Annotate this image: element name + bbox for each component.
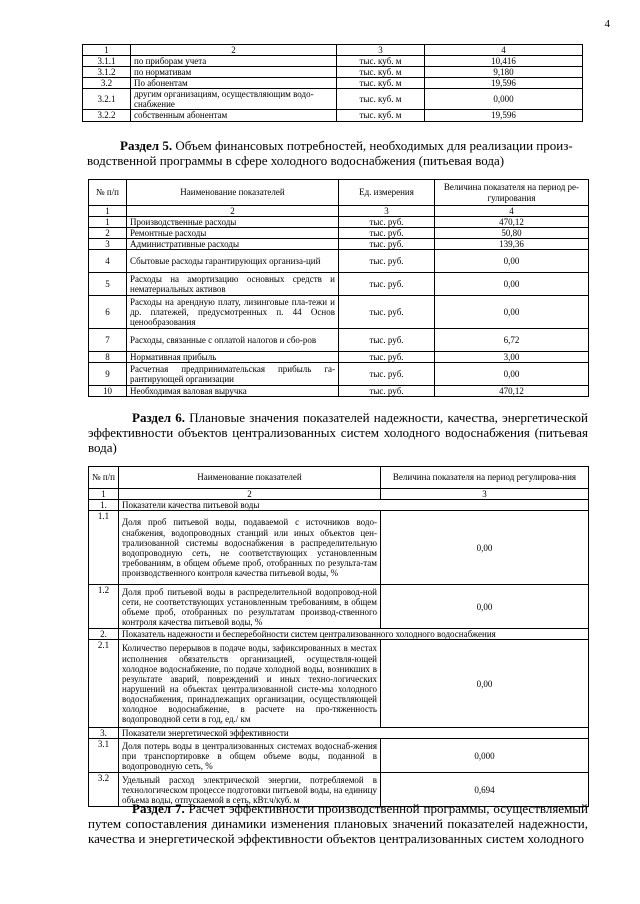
row-value: 139,36 xyxy=(435,239,589,250)
group-row xyxy=(89,629,589,640)
section-6-title: Плановые значения показателей надежности, качества, энергетической эффективности объектов централизованных систем холодного водоснабжения (питьевая вода) xyxy=(88,410,589,455)
column-header: Величина показателя на период регулирова-ния xyxy=(381,467,589,489)
row-unit: тыс. руб. xyxy=(339,228,435,239)
section-7-heading xyxy=(88,801,588,846)
row-value: 10,416 xyxy=(425,56,583,67)
row-value: 50,80 xyxy=(435,228,589,239)
col-number: 3 xyxy=(381,489,589,500)
table-row xyxy=(89,352,589,363)
section-5-label: Раздел 5. xyxy=(120,138,173,153)
row-value: 0,00 xyxy=(381,585,589,629)
row-unit: тыс. руб. xyxy=(339,363,435,386)
row-value: 0,00 xyxy=(435,363,589,386)
row-value: 0,00 xyxy=(435,273,589,296)
row-num: 2 xyxy=(89,228,127,239)
table-row xyxy=(83,89,583,110)
table-header-row xyxy=(83,45,583,56)
table-row xyxy=(89,228,589,239)
row-num: 8 xyxy=(89,352,127,363)
column-header: Наименование показателей xyxy=(127,180,339,206)
row-value: 9,180 xyxy=(425,67,583,78)
row-value: 0,00 xyxy=(435,296,589,329)
row-name: Количество перерывов в подаче воды, зафиксированных в местах исполнения обязательств организацией, осуществля-ющей холодное водоснабжение, по подаче холодной воды, возникших в результате аварий, повреждений и иных техно-логических нарушений на объектах централизованной систе-мы холодного водоснабжения, принадлежащих организации, осуществляющей холодное водоснабжение, в расчете на про-тяженность водопроводной сети в год, ед./ км xyxy=(119,640,381,728)
row-unit: тыс. куб. м xyxy=(337,56,425,67)
row-name: по приборам учета xyxy=(131,56,337,67)
table-row xyxy=(89,739,589,773)
row-name: Доля проб питьевой воды в распределительной водопровод-ной сети, не соответствующих установленным требованиям, в общем объеме проб, отобранных по результатам производ-ственного контроля качества питьевой воды, % xyxy=(119,585,381,629)
table-row xyxy=(89,250,589,273)
col-number: 1 xyxy=(83,45,131,56)
col-number: 2 xyxy=(131,45,337,56)
col-number: 3 xyxy=(339,206,435,217)
table-row xyxy=(83,56,583,67)
row-name: Необходимая валовая выручка xyxy=(127,386,339,397)
section-5-title-line-1: Объем финансовых потребностей, необходимых для реализации произ- xyxy=(175,138,573,153)
row-unit: тыс. руб. xyxy=(339,217,435,228)
section-7-title: Расчет эффективности производственной программы, осуществляемый путем сопоставления динамики изменения плановых значений показателей надежности, качества и энергетической эффективности объектов централизованных систем холодного xyxy=(88,801,588,846)
row-num: 6 xyxy=(89,296,127,329)
column-header: Величина показателя на период ре-гулирования xyxy=(435,180,589,206)
row-name: Удельный расход электрической энергии, потребляемой в технологическом процессе подготовки питьевой воды, на единицу объема воды, отпускаемой в сеть, кВт.ч/куб. м xyxy=(119,773,381,807)
col-number: 4 xyxy=(435,206,589,217)
row-value: 0,00 xyxy=(435,250,589,273)
table-row xyxy=(89,585,589,629)
section-5-heading xyxy=(87,138,590,168)
row-num: 3.1 xyxy=(89,739,119,773)
col-number: 4 xyxy=(425,45,583,56)
row-name: Сбытовые расходы гарантирующих организа-ций xyxy=(127,250,339,273)
row-unit: тыс. куб. м xyxy=(337,89,425,110)
table-row xyxy=(89,217,589,228)
row-num: 1 xyxy=(89,217,127,228)
table-row xyxy=(89,239,589,250)
financial-needs-table xyxy=(88,179,589,397)
row-name: По абонентам xyxy=(131,78,337,89)
group-title: Показатель надежности и бесперебойности систем централизованного холодного водоснабжения xyxy=(119,629,589,640)
row-unit: тыс. руб. xyxy=(339,296,435,329)
row-num: 4 xyxy=(89,250,127,273)
table-row xyxy=(89,329,589,352)
table-row xyxy=(89,363,589,386)
group-title: Показатели качества питьевой воды xyxy=(119,500,589,511)
table-row xyxy=(89,273,589,296)
table-header-row xyxy=(89,467,589,489)
row-num: 5 xyxy=(89,273,127,296)
table-row xyxy=(89,296,589,329)
row-unit: тыс. руб. xyxy=(339,329,435,352)
reliability-indicators-table xyxy=(88,466,589,807)
table-row xyxy=(83,67,583,78)
row-num: 2.1 xyxy=(89,640,119,728)
row-num: 3.1.2 xyxy=(83,67,131,78)
row-name: Нормативная прибыль xyxy=(127,352,339,363)
row-name: Расходы, связанные с оплатой налогов и сбо-ров xyxy=(127,329,339,352)
col-number: 3 xyxy=(337,45,425,56)
row-name: другим организациям, осуществляющим водо-снабжение xyxy=(131,89,337,110)
col-number: 2 xyxy=(119,489,381,500)
row-name: собственным абонентам xyxy=(131,110,337,121)
row-num: 3.2 xyxy=(83,78,131,89)
row-num: 3 xyxy=(89,239,127,250)
column-number-row xyxy=(89,206,589,217)
row-value: 0,694 xyxy=(381,773,589,807)
section-6-heading xyxy=(88,410,588,455)
table-row xyxy=(83,110,583,121)
row-num: 3.2.2 xyxy=(83,110,131,121)
table-row xyxy=(83,78,583,89)
row-name: по нормативам xyxy=(131,67,337,78)
row-value: 3,00 xyxy=(435,352,589,363)
row-name: Доля потерь воды в централизованных системах водоснаб-жения при транспортировке в общем объеме воды, поданной в водопроводную сеть, % xyxy=(119,739,381,773)
row-value: 19,596 xyxy=(425,78,583,89)
row-unit: тыс. руб. xyxy=(339,352,435,363)
row-name: Расходы на амортизацию основных средств и нематериальных активов xyxy=(127,273,339,296)
group-num: 2. xyxy=(89,629,119,640)
row-name: Доля проб питьевой воды, подаваемой с источников водо-снабжения, водопроводных станций или иных объектов цен-трализованной системы водоснабжения в распределительную водопроводную сеть, не соответствующих установленным требованиям, в общем объеме проб, отобранных по результа-там производственного контроля качества питьевой воды, % xyxy=(119,511,381,585)
column-header: № п/п xyxy=(89,467,119,489)
section-7-label: Раздел 7. xyxy=(132,801,185,816)
col-number: 1 xyxy=(89,206,127,217)
row-num: 9 xyxy=(89,363,127,386)
group-title: Показатели энергетической эффективности xyxy=(119,728,589,739)
table-header-row xyxy=(89,180,589,206)
row-name: Расчетная предпринимательская прибыль га-рантирующей организации xyxy=(127,363,339,386)
row-value: 19,596 xyxy=(425,110,583,121)
row-num: 10 xyxy=(89,386,127,397)
row-unit: тыс. куб. м xyxy=(337,110,425,121)
volume-table xyxy=(82,44,583,122)
row-unit: тыс. руб. xyxy=(339,386,435,397)
row-unit: тыс. руб. xyxy=(339,239,435,250)
group-row xyxy=(89,728,589,739)
section-5-title-line-2: водственной программы в сфере холодного водоснабжения (питьевая вода) xyxy=(87,153,505,168)
row-num: 1.2 xyxy=(89,585,119,629)
row-unit: тыс. куб. м xyxy=(337,78,425,89)
row-name: Расходы на арендную плату, лизинговые пла-тежи и др. платежей, предусмотренных п. 44 Основ ценообразования xyxy=(127,296,339,329)
row-num: 7 xyxy=(89,329,127,352)
row-value: 470,12 xyxy=(435,217,589,228)
column-header: Ед. измерения xyxy=(339,180,435,206)
row-value: 0,00 xyxy=(381,511,589,585)
row-name: Административные расходы xyxy=(127,239,339,250)
table-row xyxy=(89,640,589,728)
column-header: Наименование показателей xyxy=(119,467,381,489)
row-value: 0,000 xyxy=(425,89,583,110)
row-num: 3.2 xyxy=(89,773,119,807)
group-num: 1. xyxy=(89,500,119,511)
group-num: 3. xyxy=(89,728,119,739)
row-unit: тыс. руб. xyxy=(339,273,435,296)
row-value: 6,72 xyxy=(435,329,589,352)
row-num: 3.1.1 xyxy=(83,56,131,67)
column-number-row xyxy=(89,489,589,500)
table-row xyxy=(89,386,589,397)
col-number: 2 xyxy=(127,206,339,217)
row-name: Производственные расходы xyxy=(127,217,339,228)
row-unit: тыс. руб. xyxy=(339,250,435,273)
column-header: № п/п xyxy=(89,180,127,206)
group-row xyxy=(89,500,589,511)
row-value: 0,000 xyxy=(381,739,589,773)
page-number: 4 xyxy=(604,18,610,30)
section-6-label: Раздел 6. xyxy=(132,410,186,425)
table-row xyxy=(89,511,589,585)
row-value: 470,12 xyxy=(435,386,589,397)
row-num: 1.1 xyxy=(89,511,119,585)
row-unit: тыс. куб. м xyxy=(337,67,425,78)
col-number: 1 xyxy=(89,489,119,500)
row-value: 0,00 xyxy=(381,640,589,728)
row-num: 3.2.1 xyxy=(83,89,131,110)
row-name: Ремонтные расходы xyxy=(127,228,339,239)
